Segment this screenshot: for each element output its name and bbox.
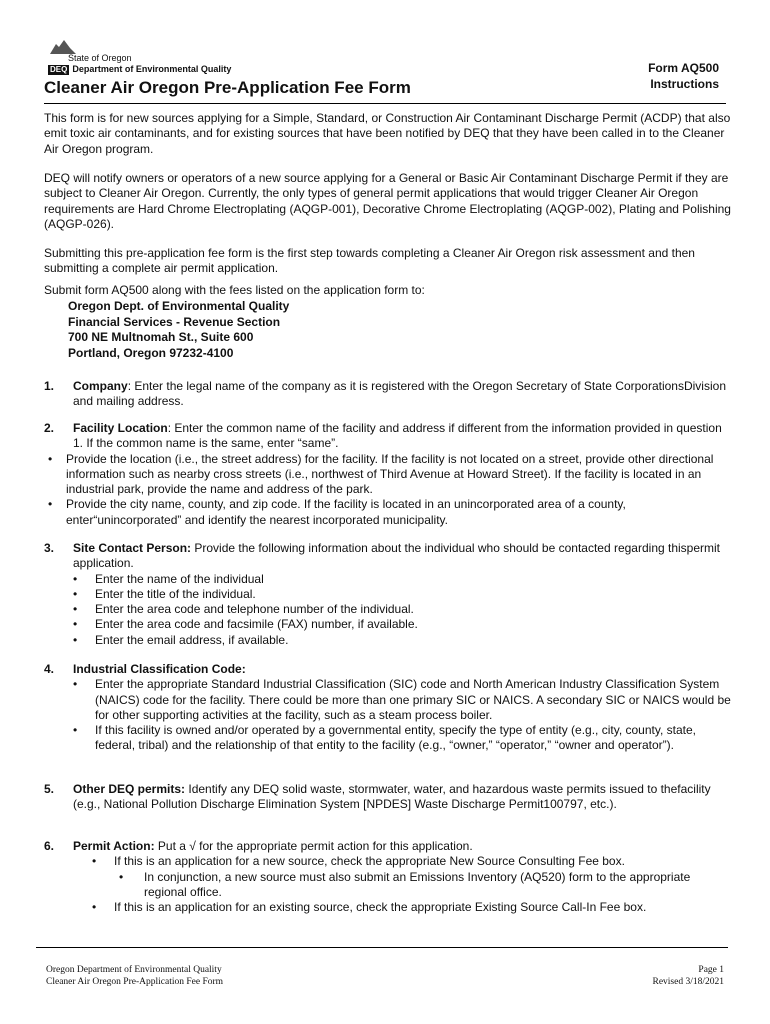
intro-paragraph-3: Submitting this pre-application fee form is the first step towards completing a Cleaner Air Oregon risk assessment and then submitting a complete air permit application. <box>44 246 695 276</box>
footer-form-name: Cleaner Air Oregon Pre-Application Fee Form <box>46 977 224 987</box>
list-item: • Provide the city name, county, and zip code. If the facility is located in an unincorporated area of a county, enter“unincorporated” and identify the nearest incorporated municipality. <box>48 497 626 527</box>
form-subtitle: Instructions <box>650 77 719 91</box>
form-id <box>648 60 719 92</box>
list-item: • Enter the name of the individual <box>73 571 264 586</box>
item-number: 6. <box>44 839 55 853</box>
page-title: Cleaner Air Oregon Pre-Application Fee Form <box>44 78 411 97</box>
item-text: : Enter the legal name of the company as it is registered with the Oregon Secretary of State CorporationsDivision and mailing address. <box>73 379 726 409</box>
revision-date: Revised 3/18/2021 <box>652 977 724 987</box>
instruction-item-5 <box>44 782 734 813</box>
bullet-icon: • <box>73 602 78 617</box>
page-number: Page 1 <box>698 965 724 975</box>
footer-department: Oregon Department of Environmental Quality <box>46 965 222 975</box>
item-text: Put a √ for the appropriate permit action for this application. <box>154 839 473 853</box>
instruction-item-2 <box>44 421 734 528</box>
list-item: • Enter the area code and telephone number of the individual. <box>73 602 414 617</box>
list-item: • Provide the location (i.e., the street address) for the facility. If the facility is not located on a street, provide other directional information such as nearby cross streets (i.e., northwest of Third Avenue at Howard Street). If the facility is located in an industrial park, provide the name and address of the park. <box>48 451 714 497</box>
item-label: Permit Action: <box>73 839 155 853</box>
item-text: Provide the following information about the individual who should be contacted regarding thispermit application. <box>73 541 721 571</box>
bullet-icon: • <box>73 617 78 632</box>
list-item: • If this is an application for a new source, check the appropriate New Source Consulting Fee box. <box>92 854 625 869</box>
intro-paragraph-2: DEQ will notify owners or operators of a new source applying for a General or Basic Air Contaminant Discharge Permit if they are subject to Cleaner Air Oregon. Currently, the only types of general permit applications that would trigger Cleaner Air Oregon requirements are Hard Chrome Electroplating (AQGP-001), Decorative Chrome Electroplating (AQGP-002), Plating and Polishing (AQGP-026). <box>44 171 731 231</box>
footer-divider <box>36 947 728 948</box>
bullet-icon: • <box>73 677 78 692</box>
bullet-icon: • <box>119 869 124 884</box>
bullet-icon: • <box>73 571 78 586</box>
mailing-address <box>68 299 289 361</box>
list-item: • Enter the area code and facsimile (FAX) number, if available. <box>73 617 418 632</box>
list-item: • If this is an application for an existing source, check the appropriate Existing Source Call-In Fee box. <box>92 900 647 915</box>
bullet-icon: • <box>92 900 97 915</box>
item-number: 1. <box>44 379 55 393</box>
deq-badge: DEQ <box>50 65 68 74</box>
address-line-2: Financial Services - Revenue Section <box>68 314 281 329</box>
bullet-icon: • <box>73 586 78 601</box>
item-label: Site Contact Person: <box>73 541 192 555</box>
list-item: • Enter the title of the individual. <box>73 586 256 601</box>
footer-left <box>46 964 223 988</box>
item-label: Company <box>73 379 128 393</box>
list-item: • Enter the email address, if available. <box>73 632 289 647</box>
instruction-item-3 <box>44 541 734 648</box>
item-number: 5. <box>44 782 55 796</box>
bullet-icon: • <box>92 854 97 869</box>
address-line-3: 700 NE Multnomah St., Suite 600 <box>68 330 254 344</box>
intro-paragraph-1: This form is for new sources applying for a Simple, Standard, or Construction Air Contaminant Discharge Permit (ACDP) that also emit toxic air contaminants, and for existing sources that have been notified by DEQ that they have been called in to the Cleaner Air Oregon program. <box>44 111 731 156</box>
state-label: State of Oregon <box>68 53 132 63</box>
footer-right <box>652 964 724 988</box>
bullet-icon: • <box>73 632 78 647</box>
item-number: 3. <box>44 541 55 555</box>
department-label: Department of Environmental Quality <box>72 64 232 74</box>
deq-logo <box>48 38 278 78</box>
item-text: : Enter the common name of the facility and address if different from the information provided in question 1. If the common name is the same, enter “same”. <box>73 421 722 451</box>
item-number: 2. <box>44 421 55 435</box>
instruction-item-6 <box>44 839 734 915</box>
instruction-item-4 <box>44 662 734 754</box>
item-label: Facility Location <box>73 421 168 435</box>
oregon-mountain-icon <box>50 38 76 54</box>
item-number: 4. <box>44 662 55 676</box>
item-label: Industrial Classification Code: <box>73 662 246 676</box>
item-text: Identify any DEQ solid waste, stormwater, water, and hazardous waste permits issued to thefacility (e.g., National Pollution Discharge Elimination System [NPDES] Waste Discharge Permit100797, etc.). <box>73 782 711 812</box>
header-divider <box>44 103 726 104</box>
list-item: • Enter the appropriate Standard Industrial Classification (SIC) code and North American Industry Classification System (NAICS) code for the facility. There could be more than one primary SIC or NAICS. A secondary SIC or NAICS would be for other supporting activities at the facility, such as a steam process boiler. <box>73 677 731 722</box>
address-line-4: Portland, Oregon 97232-4100 <box>68 345 234 360</box>
bullet-icon: • <box>48 451 53 466</box>
bullet-icon: • <box>73 723 78 738</box>
form-number: Form AQ500 <box>648 61 719 75</box>
item-label: Other DEQ permits: <box>73 782 186 796</box>
address-line-1: Oregon Dept. of Environmental Quality <box>68 299 290 313</box>
intro-paragraph-4: Submit form AQ500 along with the fees listed on the application form to: <box>44 283 425 297</box>
list-item: • In conjunction, a new source must also submit an Emissions Inventory (AQ520) form to the appropriate regional office. <box>119 869 691 899</box>
instruction-item-1 <box>44 379 734 410</box>
bullet-icon: • <box>48 497 53 512</box>
list-item: • If this facility is owned and/or operated by a governmental entity, specify the type of entity (e.g., city, county, state, federal, tribal) and the relationship of that entity to the facility (e.g., “owner,” “operator,” “owner and operator”). <box>73 723 696 753</box>
